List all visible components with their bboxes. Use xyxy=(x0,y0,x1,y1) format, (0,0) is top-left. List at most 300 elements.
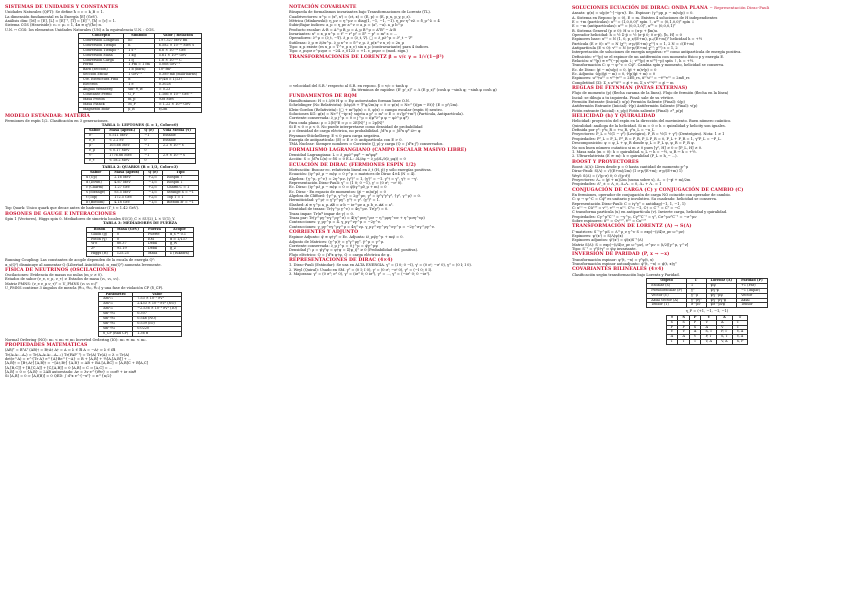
lagrangian-line: Densidad Lagrangiana: L = ∂_μφ∂^μφ* − m²φφ* xyxy=(289,153,378,158)
table-cell: ν_e xyxy=(85,139,105,144)
solutions-line: B. Sistema General (p ≠ 0): Ĥ u = (α·p + βm)u. xyxy=(572,28,659,33)
section-title-conjugation: CONJUGACIÓN DE CARGA (C) y CONJUGACIÓN DE CAMBIO (C) xyxy=(572,187,744,193)
matter-intro: Fermiones de espín 1/2. Clasificación en 3 generaciones. xyxy=(5,118,109,123)
units-intro xyxy=(5,10,275,32)
table-cell: ψ̄γ^μψ xyxy=(706,293,737,298)
table-cell: Higgs (H) xyxy=(87,252,113,257)
table-cell: 0.511 MeV xyxy=(105,134,140,139)
table-cell: V, A xyxy=(717,340,733,345)
conjugation-line: Propiedades: Cγ^μᵀC⁻¹ = −γ^μ, Cγ⁵ᵀC⁻¹ = γ⁵, Cσ^μνᵀC⁻¹ = −σ^μν xyxy=(572,214,697,219)
table-cell: Estable xyxy=(158,139,195,144)
table-cell: +2/3 xyxy=(144,195,163,200)
section-title-lorentz-spinor: TRANSFORMACIÓN DE LORENTZ (Λ) → S(Λ) xyxy=(572,224,692,230)
table-cell: < 0.17 MeV xyxy=(105,149,140,154)
lorentz-spinor-line: Tipo: S⁻¹ = γ⁰S†γ⁰ ⇒ ψ̄ψ invariante. xyxy=(572,246,637,251)
table-header-cell: Bosón xyxy=(87,227,113,232)
solutions-line: Relación: u⁽¹⁾(p) ≡ v⁽⁴⁾(−p) spín ↓; v⁽²⁾(p) ≡ u⁽³⁾(−p) spín ↑, h = +½. xyxy=(572,59,695,64)
table-cell: 7.53 × 10⁻⁵ eV² xyxy=(133,297,182,302)
section-title-units: SISTEMAS DE UNIDADES Y CONSTANTES xyxy=(5,5,119,10)
table-cell: 0.389 mb (milli-barns) xyxy=(154,73,201,78)
parity-text xyxy=(572,258,842,267)
table-cell: sin² θ₁₃ xyxy=(99,326,133,331)
table-cell: 0 xyxy=(112,232,143,237)
table-cell: T xyxy=(732,325,748,330)
lorentz-spinor-text xyxy=(572,230,842,252)
table-cell: Conversión Longitud xyxy=(78,38,123,43)
parity-line: Transformación espinor: ψ'(t, −x) = γ⁰ψ(t, x) xyxy=(572,257,654,262)
dirac-line: Hermiticidad: γ^μ† = γ⁰γ^μγ⁰. γ⁵† = γ⁵. (γ⁵)² = 1. xyxy=(289,198,381,203)
dirac-line: Ec. Dirac: (iγ^μ∂_μ − m)ψ = 0 ⇒ ψ̄(iγ^μ∂⃖_μ + m) = 0 xyxy=(289,185,387,190)
table-cell: e²/4π ≈ 1/137 xyxy=(154,78,201,83)
table-cell: 1 kg xyxy=(124,53,155,58)
conjugation-line: Sobre espinores: ū⁽ˢ⁾ = Cv⁽ˢ⁾ᵀ, v̄⁽ˢ⁾ = Cu⁽ˢ⁾ᵀ xyxy=(572,218,646,223)
covariant-line: Métrica (Minkowski): η_μν = η^μν = diag(1, −1, −1, −1). η_μν η^νλ = δ_μ^λ = 4 xyxy=(289,18,440,23)
table-cell: Fotón (γ) xyxy=(87,237,113,242)
covariant-line: Invariantes: x² = x_μ x^μ = t² − r² p² = E² − p² = m² s = ... xyxy=(289,32,398,37)
table-header-cell: × xyxy=(666,315,678,320)
dirac-line: Motivación: Buscar ec. relativista lineal en ∂_t (Ĥ, p̂) y sólo energías positivas. xyxy=(289,168,432,173)
table-header-cell: Parámetro xyxy=(99,292,133,297)
table-cell: 91.19 xyxy=(112,247,143,252)
table-cell: 4.18 GeV xyxy=(110,200,144,205)
table-cell: m_p xyxy=(124,97,155,102)
math-line: [A,B]† = [B†,A†] [A,B]† = −[A†,B†] {A,B} = AB + BA [A,BC] = [A,B]C + B[A,C] xyxy=(5,361,149,366)
table-cell: V xyxy=(666,330,678,335)
table-cell: μ_B xyxy=(124,107,155,112)
ordering-note: Normal Ordering (NO): m₁ < m₂ ≪ m₃ Inverted Ordering (IO): m₃ ≪ m₁ < m₂. xyxy=(5,337,147,342)
table-cell: V, A xyxy=(732,330,748,335)
helicity-line: Descomposición: ψ = ψ_L + ψ_R donde ψ_L = P_L ψ, ψ_R = P_R ψ. xyxy=(572,141,695,146)
table-cell: A xyxy=(689,330,701,335)
table-cell: τ⁻ xyxy=(85,153,105,158)
table-cell: W± xyxy=(87,242,113,247)
table-header-cell: Γ xyxy=(687,278,706,283)
table-cell: −1 xyxy=(140,153,159,158)
table-cell: 125.25 xyxy=(112,252,143,257)
lorentz-spinor-line: Γ-matrices: S⁻¹γ^μS = Λ^μ_ν γ^ν S = exp(−(i/4)σ_μν ω^μν) xyxy=(572,229,685,234)
neutrino-line: Matriz PMNS: (ν_e ν_μ ν_τ)ᵀ = U_PMNS (ν₁ ν₂ ν₃)ᵀ xyxy=(5,281,98,286)
table-cell: −1/3 xyxy=(144,180,163,185)
table-cell: d (Down) xyxy=(82,180,110,185)
table-cell: 197.327 MeV fm xyxy=(154,38,201,43)
table-cell: 1 s⁻¹ xyxy=(124,48,155,53)
table-cell: G_F xyxy=(124,92,155,97)
table-cell: 0 xyxy=(140,149,159,154)
table-cell: S, T xyxy=(717,335,733,340)
rqm-line: Para onda plana: ρ = 2|N|²E ⇒ ρ = 2E|N|² j = 2p|N|² xyxy=(289,120,384,125)
table-cell: Strange S = −1 xyxy=(162,190,198,195)
table-cell: < 2.2 eV xyxy=(105,139,140,144)
conjugation-line: C: ψ → ψ^C = Cψ̄ᵀ es unitario y involutivo. Su cuadrado: helicidad se conserva. xyxy=(572,197,718,202)
table-header-cell: Acople xyxy=(165,227,193,232)
neutrino-text xyxy=(5,273,275,290)
table-header-cell: Valor xyxy=(133,292,182,297)
helicity-text xyxy=(572,119,842,158)
column-right xyxy=(572,4,842,346)
helicity-line: Propiedades: P²_L = P_L, P²_R = P_R, P_L P_R = 0, P_L + P_R = 1, γ⁵P_L = −P_L. xyxy=(572,136,722,141)
table-cell: P xyxy=(666,325,678,330)
table-cell: A xyxy=(666,335,678,340)
table-cell: Z⁰ xyxy=(87,247,113,252)
table-cell: Masa Protón xyxy=(78,97,123,102)
table-cell: 1.27 GeV xyxy=(110,185,144,190)
section-title-helicity: HELICIDAD (h) Y QUIRALIDAD xyxy=(572,114,656,120)
table-cell: Δm²₃₂ xyxy=(99,307,133,312)
section-title-rqm: FUNDAMENTOS DE RQM xyxy=(289,93,357,99)
lorentz-spinor-line: Espinores adjuntos: ψ̄'(x') = ψ̄(x)S⁻¹(Λ) xyxy=(572,238,643,243)
table-row xyxy=(647,303,767,308)
table-cell: ν_μ xyxy=(85,149,105,154)
table-header-cell: Vida Media (τ) xyxy=(158,129,195,134)
table-cell: s (Strange) xyxy=(82,190,110,195)
table-header-cell: Tipo xyxy=(162,171,198,176)
table-cell: 0.0220 xyxy=(133,326,182,331)
section-title-feynman: REGLAS DE FEYNMAN (PATAS EXTERNAS) xyxy=(572,86,688,92)
table-cell: Conversión Masa xyxy=(78,53,123,58)
table-cell: Electrón xyxy=(78,83,123,88)
lorentz-matrices-2 xyxy=(289,72,559,84)
solutions-line: Antipartícula (E < 0): v⁽ˢ⁾ = N (σ·p/(E+m) χ⁽ˢ⁾; χ⁽ˢ⁾) s = 1, 2 xyxy=(572,46,678,51)
table-header-cell: P xyxy=(689,315,701,320)
helicity-line: 1. Masa nula (m = 0): h = quiralidad. u_L ↔ h = −½, u_R ↔ h = +½. xyxy=(572,149,697,154)
neutrino-line: U_PMNS contiene 3 ángulos de mezcla (θ₁₂, θ₂₃, θ₁₃) y una fase de violación CP (δ_CP). xyxy=(5,286,164,291)
math-line: det(e^A) = e^{Tr A} e^{A}Be^{−A} = B + [A,B] + ½[A,[A,B]] + ... xyxy=(5,357,132,361)
table-cell: −1/3 xyxy=(144,200,163,205)
bilinears-eta: η_P = (+1, −1, −1, −1) xyxy=(685,309,729,314)
conjugation-line: C transforma partícula (u) en antipartícula (v). Invierte carga, helicidad y quiralidad. xyxy=(572,210,728,215)
feynman-line: Flujo de momento (p) (flecha carama de la línea). Flujo de fermión (flecha en la línea) xyxy=(572,91,729,96)
table-cell: T xyxy=(689,340,701,345)
table-header-cell: Valor / Relación xyxy=(154,34,201,39)
table-cell: e⁻ xyxy=(85,134,105,139)
table-cell: V, A xyxy=(701,340,717,345)
rqm-text xyxy=(289,99,559,147)
solutions-line: Ansatz: ψ(x) = u(p)e^{−ip·x}. Ec. Espinor: (γ^μp_μ − m)u(p) = 0. xyxy=(572,11,694,16)
helicity-line: 2. Ultrarelativista (E ≫ m): h ≈ quiralidad (P_L ≈ h_− ...). xyxy=(572,154,678,159)
helicity-line: No son buen número cuántico si m ≠ 0 pues [γ⁵, H] ≠ 0 ⇒ [P_L, H] ≠ 0. xyxy=(572,145,703,150)
table-cell: sin² θ₂₃ xyxy=(99,317,133,322)
rqm-line: Schrödinger (No Relativista): (i∂ψ/∂t + ∇²ψ/2m)ψ = 0 ⇒ ψ(x) = Ne^{i(px − Et)} (E = p²/2m). xyxy=(289,103,459,108)
section-title-math: PROPIEDADES MATEMÁTICAS xyxy=(5,343,88,349)
table-cell: V xyxy=(678,330,689,335)
table-header-cell: Símbolo xyxy=(124,34,155,39)
bosons-intro: Spin 1 (Vectores), Higgs spin 0. Mediadores de simetría locales SU(3)_C × SU(2)_L × U(1)_Y. xyxy=(5,217,176,222)
table-cell: Conversión Carga xyxy=(78,58,123,63)
table-cell: A xyxy=(717,320,733,325)
table-cell: Barn (sección) xyxy=(78,68,123,73)
solutions-line: Espinores base: u⁽¹⁾ = N (1, 0, p_z/(E+m), p₊/(E+m))ᵀ helicidad h = +½ xyxy=(572,37,703,42)
table-cell: 0.539 (IO) xyxy=(133,321,182,326)
table-cell: 0.3028 xyxy=(154,83,201,88)
feynman-line: Incial: se dibuja a tu izquierda. Final: sale de su vértice. xyxy=(572,95,675,100)
table-cell: Top T = 1 xyxy=(162,195,198,200)
table-cell: Isospín ↑ xyxy=(162,176,198,181)
rqm-line: Feynman-Stückelberg: E < 0 para carga negativa. xyxy=(289,133,381,138)
table-header-cell: Masa (aprox) xyxy=(110,171,144,176)
solutions-line: Transformación C: ψ → ψ^c = Cψ̄ᵀ. Cambia spín y momento, helicidad se conserva. xyxy=(572,63,725,68)
boost-line: Boost: Λ(Λ): Lleva desde p = 0 hasta cantidad de momento p^μ xyxy=(572,164,689,169)
table-cell: ψ̄ψ xyxy=(706,283,737,288)
table-cell: Axial Vector (A) xyxy=(647,298,687,303)
leptons-caption: TABLA 1: LEPTONES (L = 1, Color=0) xyxy=(101,123,179,128)
section-title-bosons: BOSONES DE GAUGE E INTERACCIONES xyxy=(5,211,116,217)
quarks-caption: TABLA 2: QUARKS (B = 1/3, Color=3) xyxy=(101,164,179,169)
table-header-cell: T xyxy=(732,315,748,320)
table-cell: 105.66 MeV xyxy=(105,144,140,149)
neutrino-line: Estados de sabor (ν_e, ν_μ, ν_τ) ≠ Estados de masa (ν₁, ν₂, ν₃). xyxy=(5,277,120,282)
section-title-representations: REPRESENTACIONES DE DIRAC (4×4) xyxy=(289,257,393,263)
table-cell: c (Charm) xyxy=(82,185,110,190)
table-cell: 0 xyxy=(112,237,143,242)
representation-line: 1. Dirac-Pauli (Estándar): Se usa en ALTA ENERGÍA. γ⁰ = (I 0; 0 −I), γⁱ = (0 σⁱ; −σⁱ 0), γ⁵ = (0 I; I 0). xyxy=(289,263,472,268)
table-cell: Isospín ↓ xyxy=(162,180,198,185)
table-cell: sin² θ₂₃ xyxy=(99,321,133,326)
table-cell: 1776.86 MeV xyxy=(105,153,140,158)
table-cell: Escalar (S) xyxy=(647,283,687,288)
column-middle xyxy=(289,4,559,276)
table-cell: Ángulo Weinberg xyxy=(78,87,123,92)
table-cell: 938 MeV xyxy=(154,97,201,102)
dirac-line: Álgebra: {γ^μ, γ^ν} = 2η^μν. (γ⁰)² = 1, (γⁱ)² = −1. γ⁰† = γ⁰, γⁱ† = −γⁱ. xyxy=(289,176,419,181)
table-cell: 2.16 MeV xyxy=(110,176,144,181)
adjoint-line: Corriente conservada: ∂_μ j^μ = 0 j^μ = ψ̄γ^μψ xyxy=(289,243,379,248)
table-cell: 5.068 GeV⁻¹ xyxy=(154,63,201,68)
table-cell: Estable xyxy=(158,134,195,139)
lorentz-matrices xyxy=(289,60,559,72)
table-header-cell: Paridad (P) xyxy=(737,278,768,283)
boost-text xyxy=(572,165,842,187)
table-cell: Débil xyxy=(144,247,166,252)
neutrino-table xyxy=(98,292,182,337)
rqm-line: Energía de antipartícula: (E) ⇒ E > 0: antipartícula con E > 0. xyxy=(289,138,403,143)
table-cell: ψ̄σ^μνψ xyxy=(706,303,737,308)
table-row xyxy=(666,340,748,345)
solutions-line: Interpretación de soluciones de energía negativa: v⁽ˢ⁾ como antipartícula de energía positiva. xyxy=(572,50,742,55)
table-cell: −1 (Impar) xyxy=(737,288,768,293)
units-line: Sistema CGS (Heaviside): ε₀ = μ₀ = 1, 4π ≡ q²/(ħc) α. xyxy=(5,23,103,28)
table-header-cell: Masa (aprox.) xyxy=(105,129,140,134)
table-cell: Magnetón Bohr xyxy=(78,107,123,112)
table-cell: 93.5 MeV xyxy=(110,190,144,195)
boost-line: Weyl: S(Λ) = (√(p·σ) 0; 0 √(p·σ̄)) xyxy=(572,173,631,178)
table-cell: S xyxy=(678,320,689,325)
table-cell: A xyxy=(678,335,689,340)
table-header-cell: S xyxy=(678,315,689,320)
section-title-lorentz: TRANSFORMACIONES DE LORENTZ β = v/c γ = 1/√(1−β²) xyxy=(289,54,444,60)
table-cell: Masa Planck xyxy=(78,102,123,107)
table-cell: 1 Fm = 1 fm xyxy=(124,63,155,68)
table-cell: Tensor xyxy=(737,303,768,308)
table-header-cell: Fuerza xyxy=(144,227,166,232)
table-cell: ħc xyxy=(124,38,155,43)
table-row xyxy=(85,158,196,163)
feynman-line: Fermión Entrante (Inicial): u(p) Fermión Saliente (Final): ū(p) xyxy=(572,100,685,105)
rqm-line: Klein-Gordon (Relativista): (□ + m²)φ(x) = 0, φ(x) = campo escalar (espín 0) neutro. xyxy=(289,107,443,112)
helicity-line: Helicidad: proyección del espín en la dirección del movimiento. Buen número cuántico. xyxy=(572,119,732,124)
table-cell: t (Top) xyxy=(82,195,110,200)
solutions-line: E = −m (antipartículas): u⁽³⁾ = (0,0,1,0)ᵀ, u⁽⁴⁾ = (0,0,0,1)ᵀ xyxy=(572,24,676,29)
table-header-cell: Sabor xyxy=(82,171,110,176)
table-cell: δ_CP (Rad CP) xyxy=(99,331,133,336)
leptons-table xyxy=(84,128,196,163)
section-title-parity: INVERSIÓN DE PARIDAD (P, x → −x) xyxy=(572,252,670,258)
table-cell: Charm C = 1 xyxy=(162,185,198,190)
feynman-line: Fotón entrante (Inicial): ε_μ(p) Fotón saliente (Final): ε*_μ(p) xyxy=(572,108,684,113)
bilinears-product-table xyxy=(666,315,749,345)
units-line: U.N. ↔ CGS: los elementos Unidades Naturales (UN) a la equivalencia U.N. : CGS. xyxy=(5,27,155,32)
adjoint-text xyxy=(289,235,559,257)
table-cell: 6.582 × 10⁻²² MeV s xyxy=(154,43,201,48)
parity-line: Transformación espinor autoadjunto: ψ̄'(t, −x) = ψ̄(t, x)γ⁰ xyxy=(572,261,677,266)
table-cell: 2.453 × 10⁻³ eV² (NO) xyxy=(133,302,182,307)
bosons-table xyxy=(86,227,194,257)
boost-line: Dirac-Pauli: S(Λ) = √((E+m)/2m) (1 σ·p/(E+m); σ·p/(E+m) 1) xyxy=(572,169,683,174)
rqm-line: Soluciones KG: φ(x) = Ne^{−ip·x} sujeta a p² = m² ⇒ E = ±√(p²+m²) (Partícula, Antipartícula). xyxy=(289,112,464,117)
table-cell: 0 xyxy=(140,139,159,144)
dirac-text xyxy=(289,168,559,229)
representations-text xyxy=(289,263,559,276)
table-cell: S, T xyxy=(701,330,717,335)
table-header-cell: Objeto xyxy=(647,278,687,283)
solutions-text xyxy=(572,11,842,85)
solutions-line: Completitud (Σ): Σ_s u⁽ˢ⁾ū⁽ˢ⁾ = p̸ + m, Σ_s v⁽ˢ⁾v̄⁽ˢ⁾ = p̸ − m xyxy=(572,80,674,85)
feynman-line: Antifermión Entrante (Inicial): v̄(p) Antifermión Saliente (Final): v(p) xyxy=(572,104,698,109)
top-quark-note: Top Quark: Único quark que decae antes de hadronizar (Γ_t ≈ 1.42 GeV). xyxy=(5,206,140,211)
bosons-caption: TABLA 3: MEDIADORES DE FUERZA xyxy=(103,221,177,226)
table-cell: Tensor (T) xyxy=(647,303,687,308)
dirac-line: Identidad de trazas: Tr(γ^μ γ^ν) = 4η^μν. Tr(γ⁵) = 0. xyxy=(289,207,389,212)
dirac-line: Álgebra de Clifford: {γ^μ, γ^ν} = 2g^μν, γ⁵ = iγ⁰γ¹γ²γ³, {γ⁵, γ^μ} = 0. xyxy=(289,194,421,199)
table-cell: M_P xyxy=(124,102,155,107)
math-line: [A,[B,C]] + [B,[C,A]] + [C,[A,B]] = 0 [A,B] = C ⇒ [A,C] = ... xyxy=(5,365,113,370)
dirac-line: Ecuación: (iγ^μ∂_μ − m)ψ = 0 γ^μ = matrices de Dirac 4×4 (N = 4). xyxy=(289,172,416,177)
table-cell: P xyxy=(689,320,701,325)
solutions-line: Partícula (E > 0): u⁽ˢ⁾ = N (χ⁽ˢ⁾; σ·p/(E+m) χ⁽ˢ⁾) s = 1, 2 N = √(E+m) xyxy=(572,41,695,46)
solutions-line: E = +m (partículas): u⁽¹⁾ = (1,0,0,0)ᵀ spín ↑, u⁽²⁾ = (0,1,0,0)ᵀ spín ↓ xyxy=(572,19,695,24)
section-title-boost: BOOST Y PROYECTORES xyxy=(572,159,639,165)
table-cell: Conversión Tiempo⁻¹ xyxy=(78,48,123,53)
section-title-dirac: ECUACIÓN DE DIRAC (FERMIONES ESPÍN 1/2) xyxy=(289,162,417,168)
table-cell: 0.546 (NO) xyxy=(133,317,182,322)
table-cell: S xyxy=(666,320,678,325)
table-header-cell: Sabor xyxy=(85,129,105,134)
table-cell: < 18.2 MeV xyxy=(105,158,140,163)
running-line: α_s(Q²) disminuye al aumentar Q (Libertad Asintótica). α_em(Q²) aumenta levemente. xyxy=(5,262,162,267)
section-title-adjoint: CORRIENTES Y ADJUNTO xyxy=(289,229,359,235)
covariant-text xyxy=(289,10,559,53)
dirac-line: Contracciones: γ_μγ^νγ^ργ^μ = 4η^νρ. γ_μγ^νγ^ργ^σγ^μ = −2γ^σγ^ργ^ν. xyxy=(289,224,436,229)
bilinears-intro: Clasificación según transformación bajo Lorentz y Paridad. xyxy=(572,272,680,277)
conjugation-line: Representación Dirac-Pauli: C = iγ²γ⁰ = antidiag(−1, 1, −1, 1) xyxy=(572,201,686,206)
rqm-line: Si E < 0 ⇒ ρ < 0. No puede interpretarse como densidad de probabilidad xyxy=(289,125,423,130)
lagrangian-line: Acción: S = ∫d⁴x L(x) ⇒ δS = 0 E.L.: ∂L/∂φ − ∂_μ(∂L/∂(∂_μφ)) = 0 xyxy=(289,157,406,162)
table-cell: α_s ~ 0.1 xyxy=(165,232,193,237)
table-cell: sin² θ_W xyxy=(124,87,155,92)
table-cell: V xyxy=(689,335,701,340)
table-cell: P, T xyxy=(717,330,733,335)
table-cell: 172.5 GeV xyxy=(110,195,144,200)
dirac-line: Traza par: Tr(γ^μγ^νγ^ργ^σ) = 4(η^μνη^ρσ − η^μρη^νσ + η^μση^νρ) xyxy=(289,215,425,220)
rqm-line: Hamiltonianos: Ĥ = i ∂/∂t Ĥ ψ = Eψ autoestados forman base O.N. xyxy=(289,99,410,104)
table-cell: Vector (V) xyxy=(647,293,687,298)
bilinears-table xyxy=(646,278,767,308)
lagrangian-text xyxy=(289,153,559,162)
table-cell: 1 b (barn) xyxy=(124,68,155,73)
table-cell: S xyxy=(689,325,701,330)
table-cell: ≈ 1.22 × 10¹⁹ GeV xyxy=(154,102,201,107)
quarks-table xyxy=(81,170,199,205)
table-cell: 0 xyxy=(140,158,159,163)
table-cell: V, A xyxy=(732,335,748,340)
table-cell: 4.67 MeV xyxy=(110,180,144,185)
covariant-line: Subir/Bajar índices: a_μ = η_μν a^ν ⇒ a_μ = (a⁰, −a). a_μ b^μ xyxy=(289,23,403,28)
table-cell: V xyxy=(701,320,717,325)
table-cell: Gluón (g) xyxy=(87,232,113,237)
table-cell: 1 GeV⁻² xyxy=(124,73,155,78)
section-title-neutrinos: FÍSICA DE NEUTRINOS (OSCILACIONES) xyxy=(5,267,117,273)
section-title-matter: MODELO ESTÁNDAR: MATERIA xyxy=(5,113,91,119)
table-cell: e/2m xyxy=(154,107,201,112)
table-cell: T xyxy=(678,340,689,345)
section-title-bilinears: COVARIANTES BILINEALES (4×4) xyxy=(572,267,664,273)
table-header-cell: Lorentz (Λ) xyxy=(706,278,737,283)
table-row xyxy=(99,331,182,336)
table-cell: P xyxy=(678,325,689,330)
table-cell: Bottom B' = −1 xyxy=(162,200,198,205)
solutions-line: Operador helicidad: h = ½ Σ·p̂ = ½ (σ·p̂ 0; 0 σ·p̂), [h, H] = 0 xyxy=(572,33,682,38)
table-cell: Fuerte xyxy=(144,232,166,237)
covariant-line: Cuadrivectores: x^μ = (x⁰, xⁱ) = (ct, x) = (E, p) = (E, p_x, p_y, p_z). xyxy=(289,14,411,19)
table-cell: 1.166 × 10⁻⁵ GeV⁻² xyxy=(154,92,201,97)
table-cell: μ⁻ xyxy=(85,144,105,149)
units-line: Análisis dim: [M] = [E], [L] = [E]⁻¹, [T] = [E]⁻¹, [ħ] = [c] = 1. xyxy=(5,18,117,23)
lorentz-spinor-line: Matriz S(Λ): S = exp(−(i/4)σ_μν ω^μν), σ^μν = (i/2)[γ^μ, γ^ν] xyxy=(572,242,689,247)
table-cell: P, T xyxy=(701,335,717,340)
table-cell: ħ xyxy=(124,43,155,48)
solutions-title: SOLUCIONES ECUACIÓN DE DIRAC: ONDA PLANA xyxy=(572,6,708,11)
dirac-line: Contracciones: γ_μγ^μ = 4. γ_μγ^νγ^μ = −2γ^ν. xyxy=(289,220,382,225)
rqm-line: ρ ⇒ densidad de carga eléctrica, no probabilidad. ∫d³x ρ = ∫d³x φ* i∂↔ φ xyxy=(289,129,421,134)
table-header-cell: V xyxy=(701,315,717,320)
table-cell: Débil xyxy=(144,242,166,247)
covariant-line: Tipo: ε_μνρσ ε^μνρσ = −24. ε_0123 = +1. ε_μνρσ = (mod. sign.) xyxy=(289,49,408,54)
table-cell: Cte. Estructura Fina xyxy=(78,78,123,83)
table-header-cell: Q (e) xyxy=(140,129,159,134)
representation-line: 2. Weyl (Quiral): Usado en SM. γ⁰ = (0 I; I 0), γⁱ = (0 σⁱ; −σⁱ 0), γ⁵ = (−I 0; 0 I). xyxy=(289,267,433,272)
table-cell: −2.536 × 10⁻³ eV² (IO) xyxy=(133,307,182,312)
helicity-line: Quiralidad: análoga de la helicidad. Si m = 0 ⇒ h = quiralidad y helicity son iguales. xyxy=(572,123,726,128)
running-coupling xyxy=(5,258,275,267)
table-cell: 1.36 π xyxy=(133,331,182,336)
table-cell: sin² θ₁₂ xyxy=(99,312,133,317)
table-cell: b (Bottom) xyxy=(82,200,110,205)
table-cell: EM xyxy=(144,237,166,242)
table-cell: Vector xyxy=(737,293,768,298)
table-cell: 1 e xyxy=(124,83,155,88)
math-line: Tr(A₁A₂...Aₙ) = Tr(AₙA₁A₂...Aₙ₋₁) Tr(PAP⁻¹) = Tr(A) Tr(A) = λ = Tr(A) xyxy=(5,352,130,357)
table-cell: u (Up) xyxy=(82,176,110,181)
solutions-line: Definición: v⁽ˢ⁾(p) se el espinor de un antifermión con momento físico p y energía E. xyxy=(572,54,725,59)
dirac-line: Ec. Dirac - En espacio de momentos: (p̸ − m)u(p) = 0 xyxy=(289,189,386,194)
table-cell: 2.9 × 10⁻¹³ s xyxy=(158,153,195,158)
conjugation-line: En fermiones, operador de conjugación de carga NO coincide con operador de cambio. xyxy=(572,192,731,197)
solutions-line: Espinores: u⁽ʳ⁾†u⁽ˢ⁾ = v⁽ʳ⁾†v⁽ˢ⁾ = 2Eδ_rs, ū⁽ʳ⁾u⁽ˢ⁾ = −v̄⁽ʳ⁾v⁽ˢ⁾ = 2mδ_rs xyxy=(572,76,690,81)
adjoint-line: Densidad j⁰: ρ = ψ̄γ⁰ψ = ψ†ψ = Σ|ψ_i|² ≥ 0 (Probabilidad def. positiva). xyxy=(289,248,419,253)
table-cell: g_Z xyxy=(165,247,193,252)
table-cell xyxy=(158,158,195,163)
table-cell: −1 xyxy=(140,144,159,149)
table-cell: Fermi xyxy=(78,63,123,68)
